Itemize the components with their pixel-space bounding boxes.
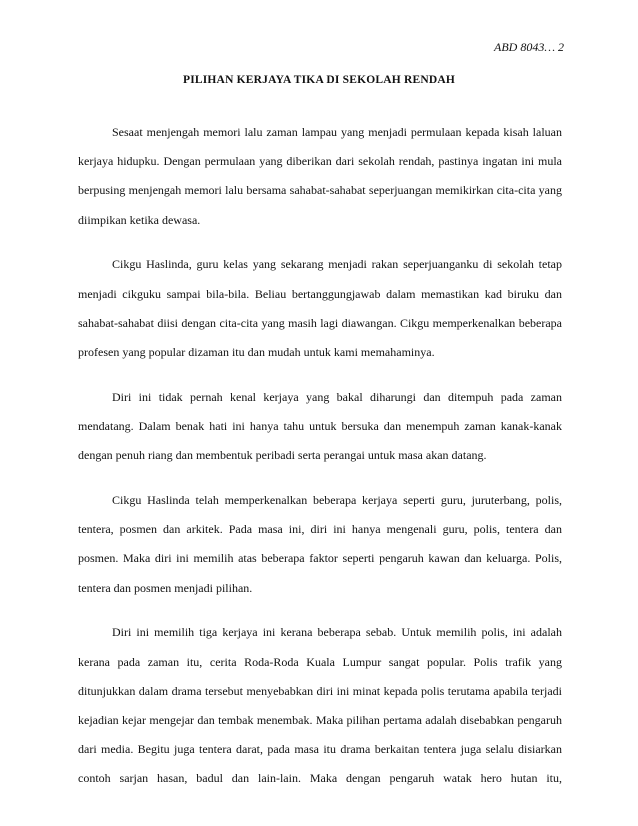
paragraph-5: Diri ini memilih tiga kerjaya ini kerana beberapa sebab. Untuk memilih polis, ini adalah kerana pada zaman itu, cerita Roda-Roda Kuala Lumpur sangat popular. Polis trafik yang ditunjukkan dalam drama tersebut menyebabkan diri ini minat kepada polis terutama apabila terjadi kejadian kejar mengejar dan tembak menembak. Maka pilihan pertama adalah disebabkan pengaruh dari media. Begitu juga tentera darat, pada masa itu drama berkaitan tentera juga selalu disiarkan contoh sarjan hasan, badul dan lain-lain. Maka dengan pengaruh watak hero hutan itu,: [78, 625, 562, 786]
document-title: PILIHAN KERJAYA TIKA DI SEKOLAH RENDAH: [182, 74, 456, 86]
page-header: ABD 8043… 2: [494, 40, 564, 54]
paragraph-2: Cikgu Haslinda, guru kelas yang sekarang menjadi rakan seperjuanganku di sekolah tetap menjadi cikguku sampai bila-bila. Beliau bertanggungjawab dalam memastikan kad biruku dan sahabat-sahabat diisi dengan cita-cita yang masih lagi diawangan. Cikgu memperkenalkan beberapa profesen yang popular dizaman itu dan mudah untuk kami memahaminya.: [78, 257, 562, 360]
paragraph-4: Cikgu Haslinda telah memperkenalkan beberapa kerjaya seperti guru, juruterbang, polis, tentera, posmen dan arkitek. Pada masa ini, diri ini hanya mengenali guru, polis, tentera dan posmen. Maka diri ini memilih atas beberapa faktor seperti pengaruh kawan dan keluarga. Polis, tentera dan posmen menjadi pilihan.: [78, 493, 562, 595]
paragraph-3: Diri ini tidak pernah kenal kerjaya yang bakal diharungi dan ditempuh pada zaman mendatang. Dalam benak hati ini hanya tahu untuk bersuka dan menempuh zaman kanak-kanak dengan penuh riang dan membentuk peribadi serta perangai untuk masa akan datang.: [78, 389, 562, 463]
paragraph-1: Sesaat menjengah memori lalu zaman lampau yang menjadi permulaan kepada kisah laluan kerjaya hidupku. Dengan permulaan yang diberikan dari sekolah rendah, pastinya ingatan ini mula berpusing menjengah memori lalu bersama sahabat-sahabat seperjuangan memikirkan cita-cita yang diimpikan ketika dewasa.: [78, 125, 562, 227]
document-body: [78, 118, 562, 809]
